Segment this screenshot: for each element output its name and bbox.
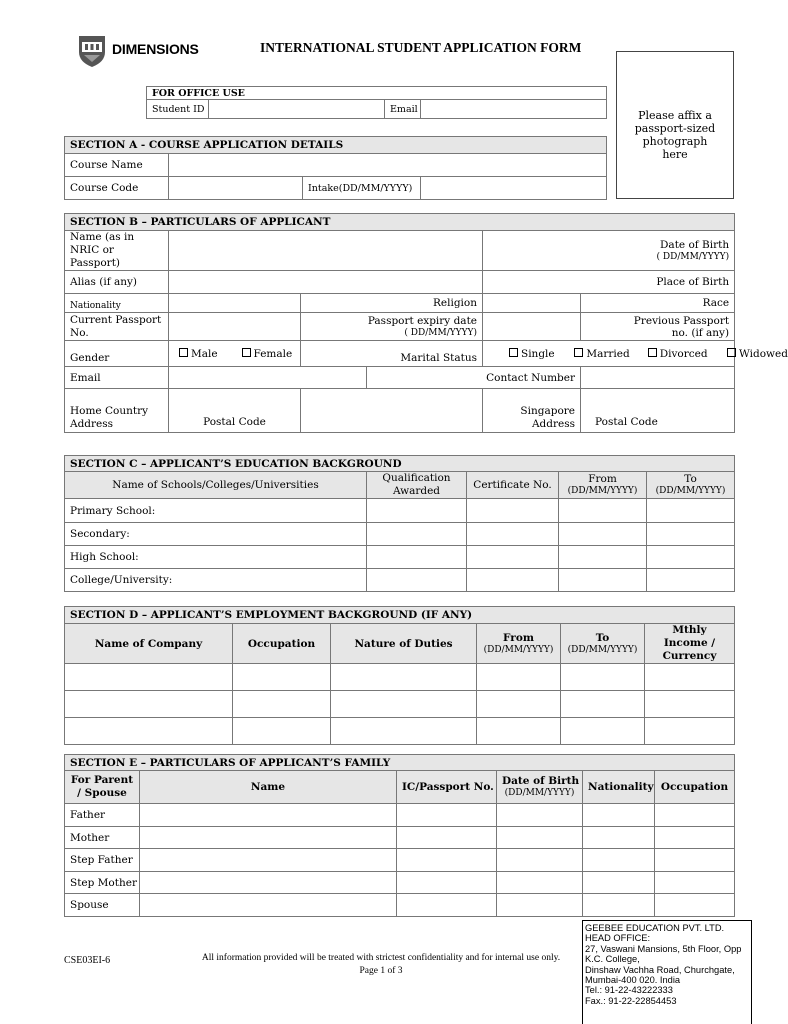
family-row-label: Step Father xyxy=(65,849,140,872)
to-field[interactable] xyxy=(561,664,645,691)
table-row xyxy=(65,691,735,718)
family-name-field[interactable] xyxy=(140,827,397,849)
office-email-field[interactable] xyxy=(421,100,607,119)
to-field[interactable] xyxy=(647,523,735,546)
office-line: Mumbai-400 020. India xyxy=(585,975,681,986)
from-field[interactable] xyxy=(559,546,647,569)
page-title: INTERNATIONAL STUDENT APPLICATION FORM xyxy=(260,40,582,55)
confidentiality-note: All information provided will be treated with strictest confidentiality and for internal use only. xyxy=(201,953,561,963)
family-row-label: Mother xyxy=(65,827,140,849)
gender-label: Gender xyxy=(65,341,169,367)
passport-label: Current Passport No. xyxy=(65,313,169,341)
col-certificate: Certificate No. xyxy=(467,472,559,499)
passport-expiry-format: ( DD/MM/YYYY) xyxy=(404,327,477,338)
col-to-label: To xyxy=(684,473,697,485)
col-parent: For Parent / Spouse xyxy=(65,771,140,804)
section-e-table xyxy=(64,754,735,917)
dob-field[interactable] xyxy=(497,849,583,872)
col-company: Name of Company xyxy=(65,624,233,664)
course-code-field[interactable] xyxy=(169,177,303,200)
widowed-label: Widowed xyxy=(739,347,788,360)
marital-label: Marital Status xyxy=(301,341,483,367)
dob-cell[interactable] xyxy=(483,231,735,271)
passport-expiry-label: Passport expiry date xyxy=(367,314,477,327)
table-row xyxy=(65,569,735,592)
section-c-heading: SECTION C – APPLICANT’S EDUCATION BACKGROUND xyxy=(65,456,735,472)
col-to xyxy=(647,472,735,499)
table-row xyxy=(65,546,735,569)
single-checkbox-icon[interactable] xyxy=(509,348,518,357)
race-label: Race xyxy=(581,294,735,313)
nationality-field[interactable] xyxy=(583,849,655,872)
intake-field[interactable] xyxy=(421,177,607,200)
col-family-dob-format: (DD/MM/YYYY) xyxy=(504,788,575,798)
office-address-box xyxy=(582,920,752,1024)
male-checkbox-icon[interactable] xyxy=(179,348,188,357)
nationality-field[interactable] xyxy=(583,872,655,894)
education-row-label: Primary School: xyxy=(65,499,367,523)
qualification-field[interactable] xyxy=(367,523,467,546)
married-label: Married xyxy=(586,347,630,360)
logo-emblem-icon xyxy=(76,34,108,68)
sg-address-label: Singapore Address xyxy=(483,389,581,433)
income-field[interactable] xyxy=(645,691,735,718)
marital-divorced-option[interactable] xyxy=(648,348,724,360)
col-duties: Nature of Duties xyxy=(331,624,477,664)
ic-field[interactable] xyxy=(397,804,497,827)
table-row xyxy=(65,718,735,745)
prev-passport-sub: no. (if any) xyxy=(671,326,730,339)
table-row xyxy=(65,827,735,849)
col-to-format: (DD/MM/YYYY) xyxy=(655,486,726,496)
female-label: Female xyxy=(253,347,293,360)
qualification-field[interactable] xyxy=(367,499,467,523)
name-label: Name (as in NRIC or Passport) xyxy=(65,231,169,271)
family-row-label: Step Mother xyxy=(65,872,140,894)
certificate-field[interactable] xyxy=(467,523,559,546)
table-row xyxy=(65,664,735,691)
duties-field[interactable] xyxy=(331,718,477,745)
company-field[interactable] xyxy=(65,718,233,745)
photo-box-text: Please affix a passport-sized photograph here xyxy=(634,109,716,161)
passport-field[interactable] xyxy=(169,313,301,341)
marital-single-option[interactable] xyxy=(509,348,571,360)
prev-passport-cell[interactable] xyxy=(581,313,735,341)
occupation-field[interactable] xyxy=(233,664,331,691)
col-from-format: (DD/MM/YYYY) xyxy=(567,486,638,496)
nationality-field[interactable] xyxy=(583,804,655,827)
col-family-name: Name xyxy=(140,771,397,804)
home-address-field[interactable] xyxy=(301,389,483,433)
occupation-field[interactable] xyxy=(655,849,735,872)
duties-field[interactable] xyxy=(331,691,477,718)
qualification-field[interactable] xyxy=(367,569,467,592)
col-family-occupation: Occupation xyxy=(655,771,735,804)
dob-field[interactable] xyxy=(497,872,583,894)
nationality-field[interactable] xyxy=(583,894,655,917)
occupation-field[interactable] xyxy=(655,872,735,894)
to-field[interactable] xyxy=(647,546,735,569)
home-address-label: Home Country Address xyxy=(65,389,169,433)
ic-field[interactable] xyxy=(397,872,497,894)
passport-expiry-cell[interactable] xyxy=(301,313,483,341)
nationality-field[interactable] xyxy=(169,294,301,313)
occupation-field[interactable] xyxy=(233,718,331,745)
education-row-label: College/University: xyxy=(65,569,367,592)
to-field[interactable] xyxy=(561,718,645,745)
office-line: Tel.: 91-22-43222333 xyxy=(585,985,673,996)
family-name-field[interactable] xyxy=(140,849,397,872)
single-label: Single xyxy=(521,347,555,360)
divorced-label: Divorced xyxy=(659,347,708,360)
email-label: Email xyxy=(65,367,169,389)
course-name-label: Course Name xyxy=(65,154,169,177)
section-e-heading: SECTION E – PARTICULARS OF APPLICANT’S FAMILY xyxy=(65,755,735,771)
section-a-heading: SECTION A - COURSE APPLICATION DETAILS xyxy=(65,137,607,154)
family-row-label: Spouse xyxy=(65,894,140,917)
course-name-field[interactable] xyxy=(169,154,607,177)
logo xyxy=(76,34,216,68)
email-field[interactable] xyxy=(169,367,367,389)
col-family-nationality: Nationality xyxy=(583,771,655,804)
company-field[interactable] xyxy=(65,691,233,718)
office-line: HEAD OFFICE: xyxy=(585,933,651,944)
form-code: CSE03EI-6 xyxy=(64,955,111,966)
dob-field[interactable] xyxy=(497,827,583,849)
gender-female-option[interactable] xyxy=(237,341,301,367)
income-field[interactable] xyxy=(645,718,735,745)
certificate-field[interactable] xyxy=(467,546,559,569)
office-line: Dinshaw Vachha Road, Churchgate, xyxy=(585,964,735,975)
dob-field[interactable] xyxy=(497,894,583,917)
from-field[interactable] xyxy=(477,718,561,745)
nationality-field[interactable] xyxy=(583,827,655,849)
occupation-field[interactable] xyxy=(655,827,735,849)
col-emp-to-label: To xyxy=(595,631,610,644)
section-b-heading: SECTION B – PARTICULARS OF APPLICANT xyxy=(65,214,735,231)
income-field[interactable] xyxy=(645,664,735,691)
marital-married-option[interactable] xyxy=(574,348,644,360)
dob-field[interactable] xyxy=(497,804,583,827)
office-line: K.C. College, xyxy=(585,954,640,965)
from-field[interactable] xyxy=(477,691,561,718)
family-row-label: Father xyxy=(65,804,140,827)
col-emp-from-format: (DD/MM/YYYY) xyxy=(483,644,554,655)
female-checkbox-icon[interactable] xyxy=(242,348,251,357)
table-row xyxy=(65,804,735,827)
contact-field[interactable] xyxy=(581,367,735,389)
education-row-label: High School: xyxy=(65,546,367,569)
col-school: Name of Schools/Colleges/Universities xyxy=(65,472,367,499)
from-field[interactable] xyxy=(559,569,647,592)
table-row xyxy=(65,499,735,523)
col-family-dob-label: Date of Birth xyxy=(502,775,580,787)
from-field[interactable] xyxy=(559,523,647,546)
section-b-table xyxy=(64,213,788,433)
office-line: GEEBEE EDUCATION PVT. LTD. xyxy=(585,923,725,933)
to-field[interactable] xyxy=(561,691,645,718)
table-row xyxy=(65,894,735,917)
student-id-field[interactable] xyxy=(209,100,385,119)
religion-label: Religion xyxy=(301,294,483,313)
col-from-label: From xyxy=(588,473,617,485)
family-name-field[interactable] xyxy=(140,804,397,827)
to-field[interactable] xyxy=(647,499,735,523)
dob-label: Date of Birth xyxy=(660,238,730,251)
office-email-label: Email xyxy=(385,100,421,119)
pob-label: Place of Birth xyxy=(483,271,735,294)
office-line: Fax.: 91-22-22854453 xyxy=(585,995,677,1006)
home-postal-label: Postal Code xyxy=(169,389,301,433)
student-id-label: Student ID xyxy=(147,100,209,119)
name-field[interactable] xyxy=(169,231,483,271)
logo-text: DIMENSIONS xyxy=(112,41,199,57)
religion-field[interactable] xyxy=(483,294,581,313)
qualification-field[interactable] xyxy=(367,546,467,569)
certificate-field[interactable] xyxy=(467,499,559,523)
col-family-dob xyxy=(497,771,583,804)
col-emp-from xyxy=(477,624,561,664)
ic-field[interactable] xyxy=(397,849,497,872)
male-label: Male xyxy=(191,347,218,360)
divorced-checkbox-icon[interactable] xyxy=(648,348,657,357)
intake-label: Intake(DD/MM/YYYY) xyxy=(303,177,421,200)
ic-field[interactable] xyxy=(397,827,497,849)
alias-field[interactable] xyxy=(169,271,483,294)
col-emp-to-format: (DD/MM/YYYY) xyxy=(567,644,638,655)
col-from xyxy=(559,472,647,499)
table-row xyxy=(65,523,735,546)
ic-field[interactable] xyxy=(397,894,497,917)
col-emp-from-label: From xyxy=(503,631,534,644)
prev-passport-label: Previous Passport xyxy=(633,314,730,327)
from-field[interactable] xyxy=(559,499,647,523)
course-code-label: Course Code xyxy=(65,177,169,200)
certificate-field[interactable] xyxy=(467,569,559,592)
section-d-heading: SECTION D – APPLICANT’S EMPLOYMENT BACKGROUND (IF ANY) xyxy=(65,607,735,624)
contact-label: Contact Number xyxy=(367,367,581,389)
table-row xyxy=(65,849,735,872)
marital-widowed-option[interactable] xyxy=(727,348,788,360)
education-row-label: Secondary: xyxy=(65,523,367,546)
section-d-table xyxy=(64,606,735,745)
table-row xyxy=(65,872,735,894)
company-field[interactable] xyxy=(65,664,233,691)
photo-box[interactable] xyxy=(616,51,734,199)
page-number: Page 1 of 3 xyxy=(359,966,403,976)
col-income: Mthly Income / Currency xyxy=(645,624,735,664)
col-qualification: Qualification Awarded xyxy=(367,472,467,499)
occupation-field[interactable] xyxy=(655,894,735,917)
alias-label: Alias (if any) xyxy=(65,271,169,294)
col-emp-to xyxy=(561,624,645,664)
married-checkbox-icon[interactable] xyxy=(574,348,583,357)
passport-expiry-field[interactable] xyxy=(483,313,581,341)
nationality-label: Nationality xyxy=(65,294,169,313)
col-occupation: Occupation xyxy=(233,624,331,664)
family-name-field[interactable] xyxy=(140,872,397,894)
widowed-checkbox-icon[interactable] xyxy=(727,348,736,357)
dob-format: ( DD/MM/YYYY) xyxy=(656,251,730,262)
duties-field[interactable] xyxy=(331,664,477,691)
to-field[interactable] xyxy=(647,569,735,592)
from-field[interactable] xyxy=(477,664,561,691)
occupation-field[interactable] xyxy=(655,804,735,827)
office-use-table xyxy=(146,86,607,119)
col-ic: IC/Passport No. xyxy=(397,771,497,804)
family-name-field[interactable] xyxy=(140,894,397,917)
section-a-table xyxy=(64,136,607,200)
office-line: 27, Vaswani Mansions, 5th Floor, Opp xyxy=(585,943,742,954)
office-use-heading: FOR OFFICE USE xyxy=(147,87,607,100)
occupation-field[interactable] xyxy=(233,691,331,718)
gender-male-option[interactable] xyxy=(169,341,237,367)
marital-options xyxy=(483,341,788,367)
section-c-table xyxy=(64,455,735,592)
sg-postal-label: Postal Code xyxy=(581,389,735,433)
